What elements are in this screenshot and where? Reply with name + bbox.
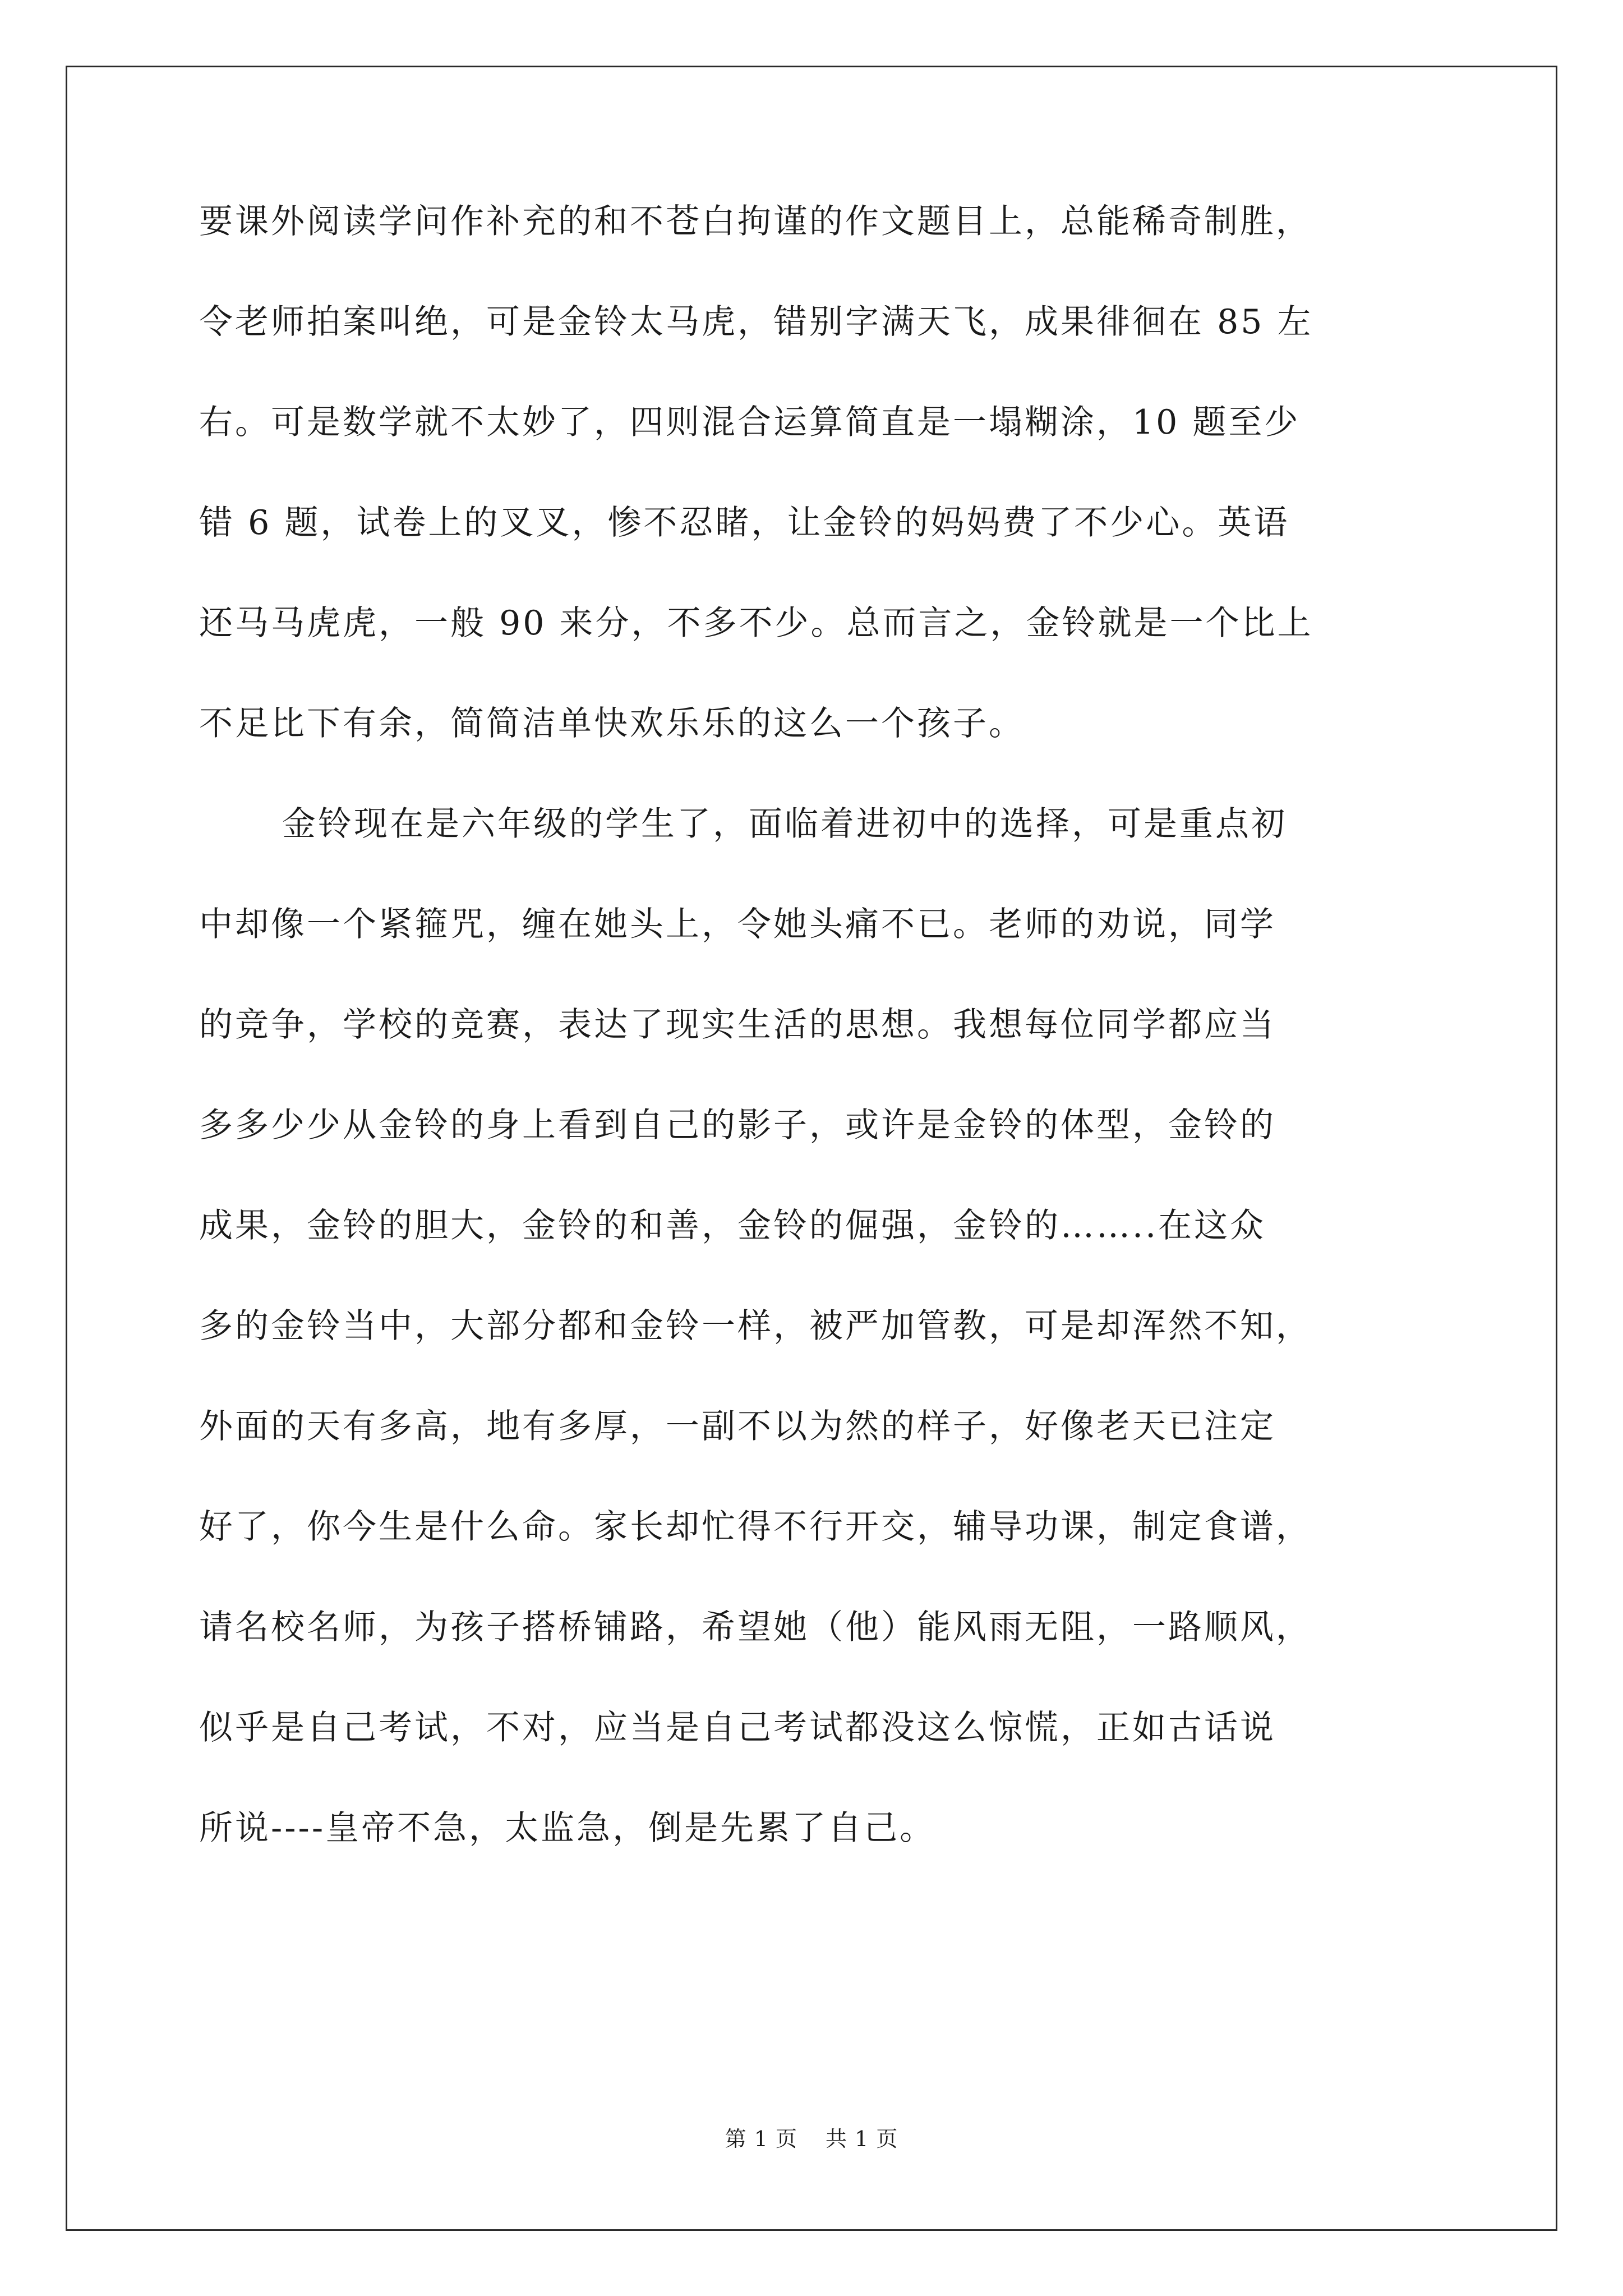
text-line: 成果，金铃的胆大，金铃的和善，金铃的倔强，金铃的……..在这众 xyxy=(199,1206,1266,1245)
text-line: 外面的天有多高，地有多厚，一副不以为然的样子，好像老天已注定 xyxy=(199,1407,1276,1446)
text-line: 中却像一个紧箍咒，缠在她头上，令她头痛不已。老师的劝说，同学 xyxy=(199,905,1276,944)
text-line: 似乎是自己考试，不对，应当是自己考试都没这么惊慌，正如古话说 xyxy=(199,1708,1276,1747)
text-line: 所说----皇帝不急，太监急，倒是先累了自己。 xyxy=(199,1809,936,1848)
text-line: 多多少少从金铃的身上看到自己的影子，或许是金铃的体型，金铃的 xyxy=(199,1106,1276,1145)
text-line: 请名校名师，为孩子搭桥铺路，希望她（他）能风雨无阻，一路顺风， xyxy=(199,1608,1312,1647)
text-line: 要课外阅读学问作补充的和不苍白拘谨的作文题目上，总能稀奇制胜， xyxy=(199,202,1312,241)
text-line: 还马马虎虎，一般 90 来分，不多不少。总而言之，金铃就是一个比上 xyxy=(199,604,1313,643)
page-footer xyxy=(0,2125,1623,2153)
text-line: 的竞争，学校的竞赛，表达了现实生活的思想。我想每位同学都应当 xyxy=(199,1005,1276,1045)
text-line: 令老师拍案叫绝，可是金铃太马虎，错别字满天飞，成果徘徊在 85 左 xyxy=(199,302,1313,342)
text-line: 错 6 题，试卷上的叉叉，惨不忍睹，让金铃的妈妈费了不少心。英语 xyxy=(199,503,1290,542)
text-line: 好了，你今生是什么命。家长却忙得不行开交，辅导功课，制定食谱， xyxy=(199,1507,1312,1547)
text-line: 右。可是数学就不太妙了，四则混合运算简直是一塌糊涂，10 题至少 xyxy=(199,403,1301,442)
text-line: 多的金铃当中，大部分都和金铃一样，被严加管教，可是却浑然不知， xyxy=(199,1306,1312,1346)
text-line: 不足比下有余，简简洁单快欢乐乐的这么一个孩子。 xyxy=(199,704,1025,743)
total-pages-label: 共 1 页 xyxy=(826,2127,898,2151)
current-page-label: 第 1 页 xyxy=(725,2127,797,2151)
document-body xyxy=(199,199,1433,1906)
paragraph-first-line: 金铃现在是六年级的学生了，面临着进初中的选择，可是重点初 xyxy=(282,804,1287,844)
